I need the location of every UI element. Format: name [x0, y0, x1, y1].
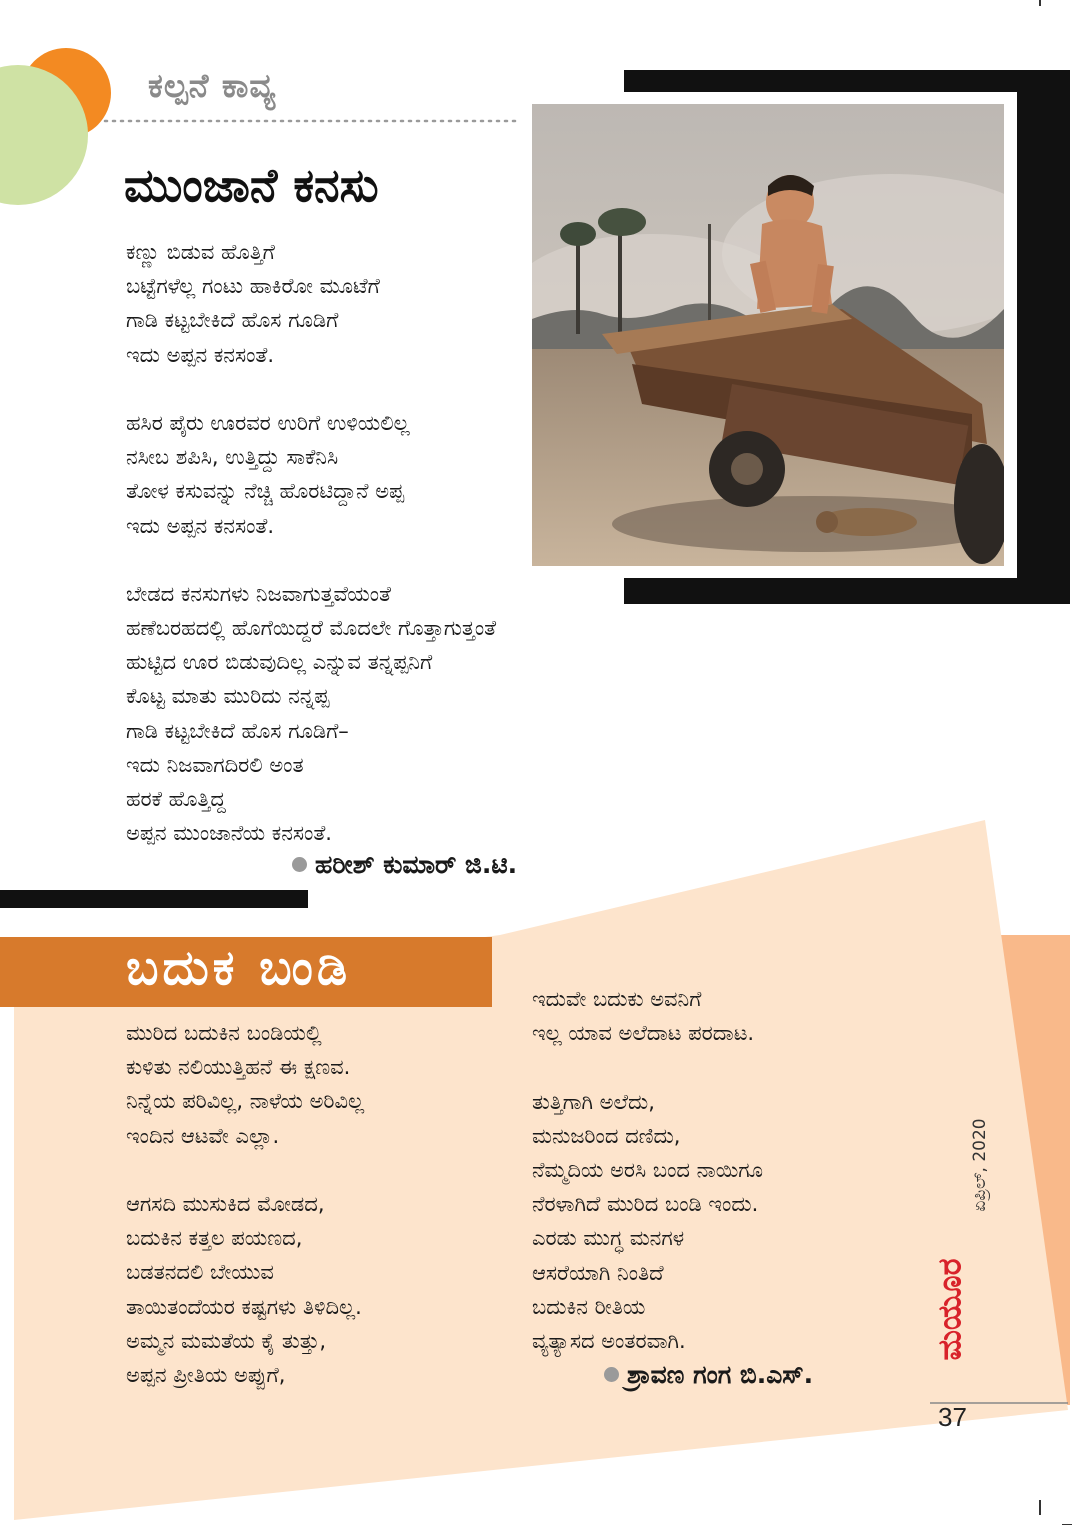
frame-bar-top	[624, 70, 1070, 92]
poem1-line: ಹುಟ್ಟಿದ ಊರ ಬಿಡುವುದಿಲ್ಲ ಎನ್ನುವ ತನ್ನಪ್ಪನಿಗೆ	[126, 650, 433, 675]
poem2-line: ಬಡತನದಲಿ ಬೇಯುವ	[126, 1260, 274, 1285]
poem1-body	[126, 235, 496, 850]
poem2-line: ಇದುವೇ ಬದುಕು ಅವನಿಗೆ	[532, 987, 702, 1011]
photo-child-on-cart	[532, 104, 1004, 566]
poem1-line: ಅಪ್ಪನ ಮುಂಜಾನೆಯ ಕನಸಂತೆ.	[126, 821, 332, 846]
poem1-title: ಮುಂಜಾನೆ ಕನಸು	[124, 158, 379, 212]
poem1-line: ಇದು ಅಪ್ಪನ ಕನಸಂತೆ.	[126, 342, 275, 367]
bullet-dot	[604, 1367, 619, 1382]
poem1-line: ಇದು ಅಪ್ಪನ ಕನಸಂತೆ.	[126, 513, 275, 538]
poem1-line: ಗಾಡಿ ಕಟ್ಟಬೇಕಿದೆ ಹೊಸ ಗೂಡಿಗೆ	[126, 308, 339, 333]
poem1-line: ನಸೀಬ ಶಪಿಸಿ, ಉತ್ತಿದ್ದು ಸಾಕೆನಿಸಿ	[126, 445, 339, 470]
poem1-line: ಕಣ್ಣು ಬಿಡುವ ಹೊತ್ತಿಗೆ	[126, 240, 275, 264]
poem2-line: ತುತ್ತಿಗಾಗಿ ಅಲೆದು,	[532, 1089, 655, 1114]
poem2-line: ಮುರಿದ ಬದುಕಿನ ಬಂಡಿಯಲ್ಲಿ	[126, 1021, 322, 1045]
poem1-line: ಗಾಡಿ ಕಟ್ಟಬೇಕಿದೆ ಹೊಸ ಗೂಡಿಗೆ–	[126, 718, 349, 743]
poem1-line: ಹಣೆಬರಹದಲ್ಲಿ ಹೊಗೆಯಿದ್ದರೆ ಮೊದಲೇ ಗೊತ್ತಾಗುತ್ತಂತೆ	[126, 616, 497, 641]
poem2-line: ಅಮ್ಮನ ಮಮತೆಯ ಕೈ ತುತ್ತು,	[126, 1328, 326, 1353]
stanza-gap	[532, 1050, 763, 1084]
poem2-line: ಇಂದಿನ ಆಟವೇ ಎಲ್ಲಾ.	[126, 1123, 280, 1148]
poem2-author	[604, 1360, 813, 1390]
poem1-line: ಹಸಿರ ಪೈರು ಊರವರ ಉರಿಗೆ ಉಳಿಯಲಿಲ್ಲ	[126, 410, 410, 435]
section-label: ಕಲ್ಪನೆ ಕಾವ್ಯ	[148, 66, 277, 105]
poem2-column-1	[126, 1016, 364, 1392]
photo-illustration	[532, 104, 1004, 566]
bullet-dot	[292, 857, 307, 872]
poem1-line: ತೋಳ ಕಸುವನ್ನು ನೆಚ್ಚಿ ಹೊರಟಿದ್ದಾನೆ ಅಪ್ಪ	[126, 479, 405, 504]
poem1-line: ಹರಕೆ ಹೊತ್ತಿದ್ದ	[126, 787, 226, 811]
poem2-line: ಎರಡು ಮುಗ್ಧ ಮನಗಳ	[532, 1226, 685, 1251]
poem1-author-name: ಹರೀಶ್ ಕುಮಾರ್ ಜಿ.ಟಿ.	[315, 850, 518, 879]
poem2-line: ಕುಳಿತು ನಲಿಯುತ್ತಿಹನೆ ಈ ಕ್ಷಣವ.	[126, 1055, 351, 1080]
poem2-line: ಅಪ್ಪನ ಪ್ರೀತಿಯ ಅಪ್ಪುಗೆ,	[126, 1362, 286, 1387]
poem1-line: ಬಟ್ಟೆಗಳೆಲ್ಲ ಗಂಟು ಹಾಕಿರೋ ಮೂಟೆಗೆ	[126, 274, 380, 299]
poem2-line: ಮನುಜರಿಂದ ದಣಿದು,	[532, 1123, 681, 1148]
poem1-line: ಕೊಟ್ಟ ಮಾತು ಮುರಿದು ನನ್ನಪ್ಪ	[126, 684, 330, 709]
poem1-line: ಬೇಡದ ಕನಸುಗಳು ನಿಜವಾಗುತ್ತವೆಯಂತೆ	[126, 581, 391, 606]
poem2-author-name: ಶ್ರಾವಣ ಗಂಗ ಬಿ.ಎಸ್.	[627, 1360, 814, 1389]
issue-date: ಏಪ್ರಿಲ್, 2020	[970, 1118, 990, 1212]
stanza-gap	[126, 372, 496, 406]
poem2-line: ಆಸರೆಯಾಗಿ ನಿಂತಿದೆ	[532, 1260, 664, 1285]
poem2-title: ಬದುಕ ಬಂಡಿ	[126, 940, 352, 996]
poem2-line: ಬದುಕಿನ ರೀತಿಯ	[532, 1294, 646, 1319]
poem1-line: ಇದು ನಿಜವಾಗದಿರಲಿ ಅಂತ	[126, 752, 304, 777]
poem1-author	[292, 850, 517, 880]
poem2-line: ಬದುಕಿನ ಕತ್ತಲ ಪಯಣದ,	[126, 1226, 303, 1251]
poem2-line: ವ್ಯತ್ಯಾಸದ ಅಂತರವಾಗಿ.	[532, 1328, 686, 1353]
frame-bar-bottom	[624, 578, 1070, 604]
magazine-logo: ಮಯೂರ	[930, 1258, 969, 1361]
page-number: 37	[938, 1402, 967, 1432]
poem2-line: ನಿನ್ನೆಯ ಪರಿವಿಲ್ಲ, ನಾಳೆಯ ಅರಿವಿಲ್ಲ	[126, 1089, 365, 1114]
divider-bar	[0, 890, 308, 908]
poem2-line: ತಾಯಿತಂದೆಯರ ಕಷ್ಟಗಳು ತಿಳಿದಿಲ್ಲ.	[126, 1294, 362, 1319]
poem2-line: ನೆರಳಾಗಿದೆ ಮುರಿದ ಬಂಡಿ ಇಂದು.	[532, 1192, 759, 1217]
frame-bar-right	[1017, 70, 1070, 604]
poem2-line: ಇಲ್ಲ ಯಾವ ಅಲೆದಾಟ ಪರದಾಟ.	[532, 1021, 755, 1046]
stanza-gap	[126, 1153, 364, 1187]
poem2-column-2	[532, 982, 763, 1358]
poem2-line: ನೆಮ್ಮದಿಯ ಅರಸಿ ಬಂದ ನಾಯಿಗೂ	[532, 1157, 764, 1182]
stanza-gap	[126, 543, 496, 577]
poem2-line: ಆಗಸದಿ ಮುಸುಕಿದ ಮೋಡದ,	[126, 1191, 325, 1216]
